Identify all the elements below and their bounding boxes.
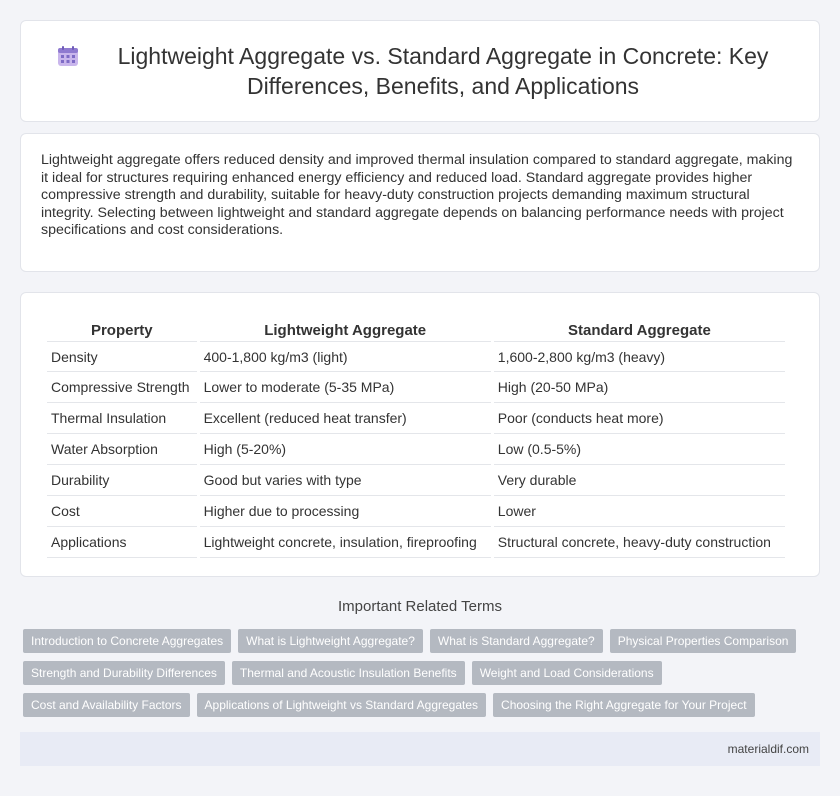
- table-cell: Durability: [47, 465, 197, 496]
- table-cell: Density: [47, 341, 197, 372]
- table-cell: 400-1,800 kg/m3 (light): [200, 341, 491, 372]
- table-cell: Poor (conducts heat more): [494, 403, 785, 434]
- related-term-tag[interactable]: Introduction to Concrete Aggregates: [23, 629, 231, 653]
- related-term-tag[interactable]: Weight and Load Considerations: [472, 661, 662, 685]
- table-row: [47, 341, 785, 372]
- calendar-grid-icon: [57, 45, 79, 67]
- table-cell: Lightweight concrete, insulation, fireproofing: [200, 527, 491, 558]
- header-card: [20, 20, 820, 122]
- table-row: [47, 403, 785, 434]
- table-cell: Thermal Insulation: [47, 403, 197, 434]
- related-terms-list: [23, 629, 803, 725]
- table-row: [47, 372, 785, 403]
- table-cell: Good but varies with type: [200, 465, 491, 496]
- comparison-table-card: [20, 292, 820, 577]
- table-cell: Very durable: [494, 465, 785, 496]
- table-cell: Excellent (reduced heat transfer): [200, 403, 491, 434]
- related-terms-title: Important Related Terms: [338, 598, 502, 615]
- table-row: [47, 434, 785, 465]
- table-cell: Water Absorption: [47, 434, 197, 465]
- table-cell: Low (0.5-5%): [494, 434, 785, 465]
- related-term-tag[interactable]: Cost and Availability Factors: [23, 693, 190, 717]
- table-cell: Cost: [47, 496, 197, 527]
- related-term-tag[interactable]: Choosing the Right Aggregate for Your Project: [493, 693, 755, 717]
- table-cell: Lower to moderate (5-35 MPa): [200, 372, 491, 403]
- intro-card: [20, 133, 820, 272]
- table-cell: Applications: [47, 527, 197, 558]
- related-term-tag[interactable]: What is Standard Aggregate?: [430, 629, 603, 653]
- intro-text: Lightweight aggregate offers reduced density and improved thermal insulation compared to standard aggregate, making it ideal for structures requiring enhanced energy efficiency and reduced load. Standard aggregate provides higher compressive strength and durability, suitable for heavy-duty construction projects demanding maximum structural integrity. Selecting between lightweight and standard aggregate depends on balancing performance needs with project specifications and cost considerations.: [41, 152, 793, 239]
- table-cell: High (5-20%): [200, 434, 491, 465]
- footer: [20, 732, 820, 766]
- table-row: [47, 496, 785, 527]
- table-cell: Compressive Strength: [47, 372, 197, 403]
- related-term-tag[interactable]: Physical Properties Comparison: [610, 629, 797, 653]
- related-term-tag[interactable]: Thermal and Acoustic Insulation Benefits: [232, 661, 465, 685]
- column-header-standard: Standard Aggregate: [567, 321, 711, 339]
- comparison-table: [44, 315, 788, 558]
- related-term-tag[interactable]: Strength and Durability Differences: [23, 661, 225, 685]
- table-cell: 1,600-2,800 kg/m3 (heavy): [494, 341, 785, 372]
- table-row: [47, 527, 785, 558]
- table-cell: Lower: [494, 496, 785, 527]
- table-header-row: [47, 315, 785, 341]
- column-header-lightweight: Lightweight Aggregate: [264, 321, 427, 339]
- page-title: Lightweight Aggregate vs. Standard Aggregate in Concrete: Key Differences, Benefits, and Applications: [117, 43, 769, 99]
- related-term-tag[interactable]: What is Lightweight Aggregate?: [238, 629, 423, 653]
- related-term-tag[interactable]: Applications of Lightweight vs Standard Aggregates: [197, 693, 487, 717]
- table-cell: Higher due to processing: [200, 496, 491, 527]
- table-cell: High (20-50 MPa): [494, 372, 785, 403]
- table-row: [47, 465, 785, 496]
- footer-site-link[interactable]: materialdif.com: [727, 742, 809, 756]
- table-cell: Structural concrete, heavy-duty construction: [494, 527, 785, 558]
- column-header-property: Property: [90, 321, 153, 339]
